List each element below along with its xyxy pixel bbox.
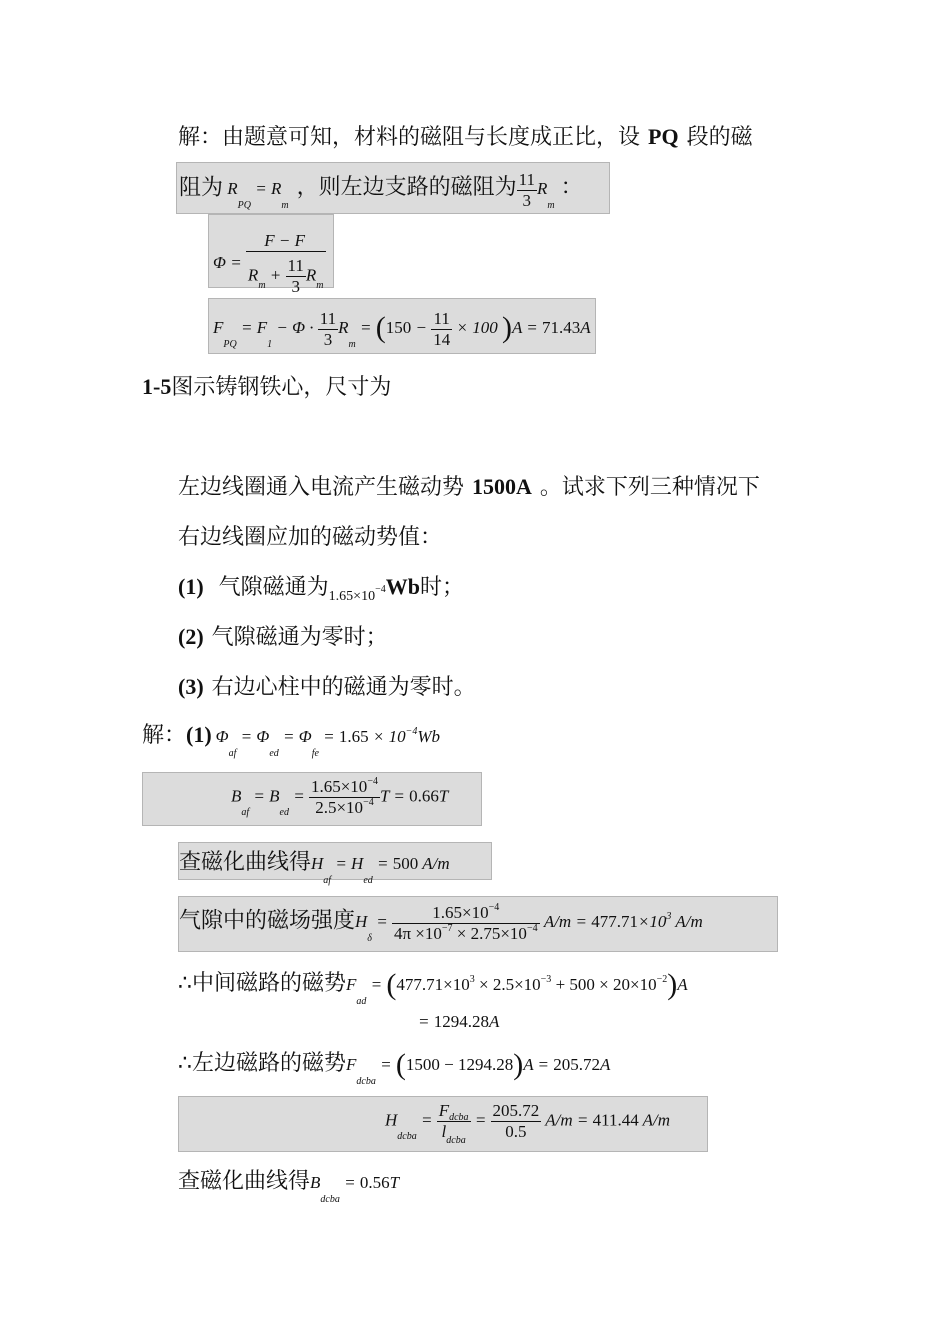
reluctance-line: 阻为 $R_{PQ} = R_m$，则左边支路的磁阻为 $\frac{11}{3}$ $R_m$： <box>176 162 610 214</box>
paragraph-line-2: 右边线圈应加的磁动势值： <box>178 525 443 550</box>
middle-mmf-result: = 1294.28A <box>418 1012 500 1031</box>
case-3: (3) 右边心柱中的磁通为零时。 <box>178 674 476 700</box>
text-line-1: 解：由题意可知，材料的磁阻与长度成正比，设 PQ 段的磁 <box>178 124 753 150</box>
pq-label: PQ <box>648 124 679 149</box>
solution-line: 解：(1) $\Phi_{af} = \Phi_{ed} = \Phi_{fe} = 1.65 \times 10^{-4}Wb$ <box>142 722 441 759</box>
b-formula: $B_{af} = B_{ed}$ = $\frac{1.65\times 10^{-4}}{2.5\times 10^{-4}}$ T = 0.66T <box>142 772 482 826</box>
paragraph-line-1: 左边线圈通入电流产生磁动势 1500A 。试求下列三种情况下 <box>178 474 760 500</box>
lookup-line-1: 查磁化曲线得$H_{af} = H_{ed} = 500$ A/m <box>178 842 492 880</box>
case-1: (1) 气隙磁通为$_{1.65\times 10^{-4}}$Wb时； <box>178 574 464 604</box>
left-mmf: ∴左边磁路的磁势$F_{dcba} = (1500 - 1294.28)A = 205.72A$ <box>178 1048 611 1087</box>
question-heading: 1-5图示铸钢铁心，尺寸为 <box>142 374 392 400</box>
middle-mmf: ∴中间磁路的磁势$F_{ad} = (477.71\times 10^3 \times 2.5\times 10^{-3} + 500 \times 20\times 10^{-2})A$ <box>178 968 688 1007</box>
fpq-formula: $F_{PQ} = F_1 - \Phi$ · $\frac{11}{3}$ $R_m = (150$ − $\frac{11}{14}$ × 100 )A = 71.43A <box>208 298 596 354</box>
phi-formula: Φ = F − F $R_m$ + $\frac{11}{3}$ $R_m$ <box>208 214 334 288</box>
air-gap-field: 气隙中的磁场强度$H_\delta$ = $\frac{1.65\times 10^{-4}}{4\pi \times 10^{-7} \times 2.75\times 10^{-4}}$ $A/m = 477.71\times 10^3$ A/m <box>178 896 778 952</box>
h-dcba-formula: $H_{dcba}$ = $\frac{F_{dcba}}{l_{dcba}}$ = $\frac{205.72}{0.5}$ A/m = 411.44 A/m <box>178 1096 708 1152</box>
case-2: (2) 气隙磁通为零时； <box>178 624 388 650</box>
lookup-line-2: 查磁化曲线得$B_{dcba} = 0.56T$ <box>178 1169 400 1205</box>
